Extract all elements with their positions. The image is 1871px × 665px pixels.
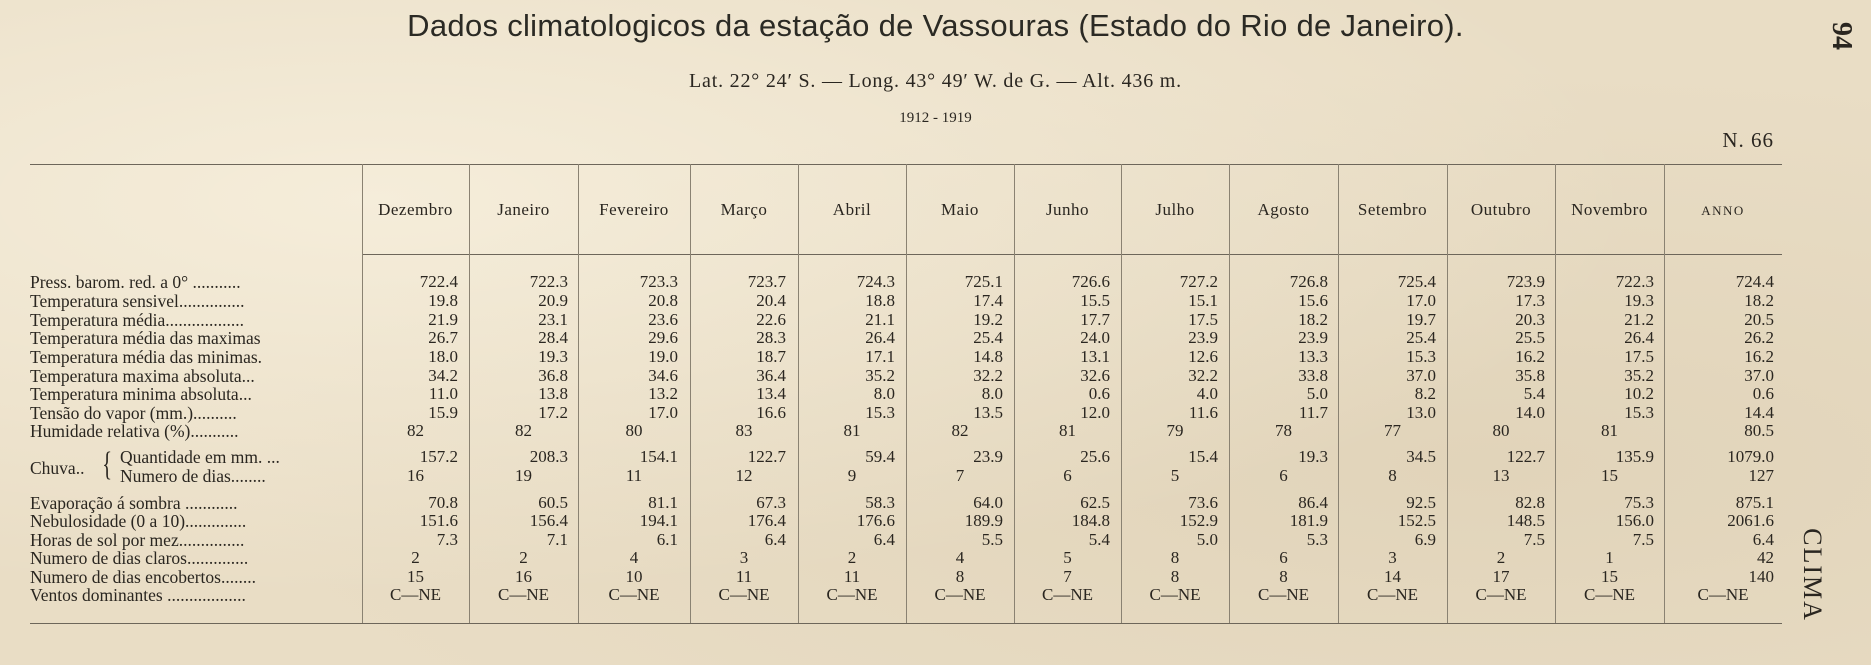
table-cell: 17.1 xyxy=(865,347,895,366)
row-label: Temperatura média das minimas. xyxy=(30,347,263,367)
table-cell: 22.6 xyxy=(756,310,786,329)
table-cell: 15 xyxy=(1601,567,1618,586)
table-cell: 59.4 xyxy=(865,447,895,466)
table-cell: 20.3 xyxy=(1515,310,1545,329)
table-cell: 8 xyxy=(1170,567,1180,586)
table-cell: 23.9 xyxy=(973,447,1003,466)
table-cell: 5.5 xyxy=(981,530,1003,549)
table-cell: 16 xyxy=(407,466,424,485)
table-cell: 0.6 xyxy=(1088,384,1110,403)
table-cell: 10 xyxy=(625,567,643,586)
chuva-group-label: Chuva.. xyxy=(30,458,85,478)
table-cell: 19 xyxy=(515,466,532,485)
table-cell: 724.3 xyxy=(856,272,895,291)
table-cell: 723.9 xyxy=(1506,272,1545,291)
table-cell: 25.4 xyxy=(973,328,1003,347)
table-cell: 7 xyxy=(955,466,965,485)
table-cell: C—NE xyxy=(1367,585,1418,604)
table-cell: 80.5 xyxy=(1744,421,1774,440)
table-cell: 5.0 xyxy=(1196,530,1218,549)
table-cell: 32.2 xyxy=(973,366,1003,385)
table-cell: 722.3 xyxy=(1615,272,1654,291)
table-cell: 21.9 xyxy=(428,310,458,329)
table-cell: 722.3 xyxy=(529,272,568,291)
table-cell: 13.3 xyxy=(1298,347,1328,366)
table-cell: 7 xyxy=(1063,567,1072,586)
table-cell: 725.4 xyxy=(1397,272,1436,291)
table-cell: 35.2 xyxy=(865,366,895,385)
table-cell: 19.8 xyxy=(428,291,458,310)
table-cell: 725.1 xyxy=(964,272,1003,291)
table-cell: C—NE xyxy=(498,585,549,604)
table-cell: C—NE xyxy=(1042,585,1093,604)
table-cell: 176.6 xyxy=(856,511,895,530)
table-cell: 14 xyxy=(1384,567,1401,586)
table-cell: C—NE xyxy=(1584,585,1635,604)
table-cell: 20.5 xyxy=(1744,310,1774,329)
table-cell: 15.4 xyxy=(1188,447,1218,466)
table-cell: 12.6 xyxy=(1188,347,1218,366)
table-cell: 25.5 xyxy=(1515,328,1545,347)
table-cell: 16.2 xyxy=(1744,347,1774,366)
table-cell: 18.7 xyxy=(756,347,786,366)
table-cell: 86.4 xyxy=(1298,493,1328,512)
table-cell: 15.3 xyxy=(1624,403,1654,422)
table-cell: 79 xyxy=(1166,421,1184,440)
row-label: Numero de dias claros.............. xyxy=(30,548,249,568)
table-cell: 176.4 xyxy=(747,511,786,530)
table-cell: 17.4 xyxy=(973,291,1003,310)
table-cell: 13.2 xyxy=(648,384,678,403)
table-cell: 29.6 xyxy=(648,328,678,347)
table-cell: 5.3 xyxy=(1306,530,1328,549)
table-cell: 8.0 xyxy=(981,384,1003,403)
table-cell: 83 xyxy=(735,421,753,440)
table-cell: 5 xyxy=(1170,466,1180,485)
table-cell: 181.9 xyxy=(1289,511,1328,530)
table-cell: 17 xyxy=(1492,567,1510,586)
table-cell: 4 xyxy=(955,548,965,567)
table-cell: 724.4 xyxy=(1735,272,1774,291)
table-cell: 1079.0 xyxy=(1727,447,1774,466)
table-cell: 15 xyxy=(407,567,424,586)
table-cell: 13 xyxy=(1492,466,1510,485)
station-coordinates: Lat. 22° 24′ S. — Long. 43° 49′ W. de G. — Alt. 436 m. xyxy=(689,70,1182,92)
table-cell: 7.1 xyxy=(546,530,568,549)
table-cell: 24.0 xyxy=(1080,328,1110,347)
row-label: Press. barom. red. a 0° ........... xyxy=(30,272,241,292)
table-cell: 32.6 xyxy=(1080,366,1110,385)
table-cell: 8 xyxy=(1170,548,1180,567)
table-cell: 15.1 xyxy=(1188,291,1218,310)
table-cell: 73.6 xyxy=(1188,493,1218,512)
column-header: Setembro xyxy=(1357,200,1428,219)
row-label: Humidade relativa (%)........... xyxy=(30,421,239,441)
table-cell: 28.4 xyxy=(538,328,568,347)
table-cell: 157.2 xyxy=(419,447,458,466)
table-cell: 26.4 xyxy=(1624,328,1654,347)
table-cell: 37.0 xyxy=(1744,366,1774,385)
table-cell: 18.0 xyxy=(428,347,458,366)
table-cell: 34.5 xyxy=(1406,447,1436,466)
table-cell: 77 xyxy=(1384,421,1401,440)
table-cell: 122.7 xyxy=(747,447,786,466)
table-cell: 2 xyxy=(1496,548,1506,567)
table-cell: 13.8 xyxy=(538,384,568,403)
table-cell: 18.2 xyxy=(1298,310,1328,329)
table-cell: 16 xyxy=(515,567,532,586)
column-divider xyxy=(1664,164,1665,623)
table-cell: 15.5 xyxy=(1080,291,1110,310)
table-cell: C—NE xyxy=(1697,585,1749,604)
table-cell: 37.0 xyxy=(1406,366,1436,385)
table-cell: 189.9 xyxy=(964,511,1003,530)
table-cell: 3 xyxy=(1388,548,1397,567)
table-cell: 13.5 xyxy=(973,403,1003,422)
table-cell: 4 xyxy=(629,548,639,567)
table-cell: 35.8 xyxy=(1515,366,1545,385)
table-cell: 208.3 xyxy=(529,447,568,466)
table-cell: 81 xyxy=(1059,421,1076,440)
table-cell: 81 xyxy=(843,421,861,440)
table-cell: 4.0 xyxy=(1196,384,1218,403)
column-header: Fevereiro xyxy=(599,200,669,219)
table-cell: 726.6 xyxy=(1071,272,1110,291)
table-cell: C—NE xyxy=(826,585,878,604)
table-cell: 81 xyxy=(1601,421,1618,440)
table-cell: 2061.6 xyxy=(1727,511,1774,530)
row-label: Temperatura média das maximas xyxy=(30,328,261,348)
table-cell: 34.6 xyxy=(648,366,678,385)
table-cell: 36.8 xyxy=(538,366,568,385)
table-cell: 9 xyxy=(847,466,857,485)
table-cell: 28.3 xyxy=(756,328,786,347)
table-cell: 15.3 xyxy=(865,403,895,422)
row-label: Nebulosidade (0 a 10).............. xyxy=(30,511,247,531)
table-cell: 16.2 xyxy=(1515,347,1545,366)
table-cell: 21.1 xyxy=(865,310,895,329)
table-cell: 14.4 xyxy=(1744,403,1774,422)
table-cell: 0.6 xyxy=(1752,384,1774,403)
table-cell: 2 xyxy=(519,548,528,567)
table-cell: 14.8 xyxy=(973,347,1003,366)
table-cell: 723.7 xyxy=(747,272,786,291)
row-label: Evaporação á sombra ............ xyxy=(30,493,238,513)
table-cell: 15.9 xyxy=(428,403,458,422)
table-cell: 11.7 xyxy=(1298,403,1328,422)
row-label: Horas de sol por mez............... xyxy=(30,530,245,550)
column-header: Junho xyxy=(1045,200,1090,219)
table-cell: 13.0 xyxy=(1406,403,1436,422)
table-cell: 184.8 xyxy=(1071,511,1110,530)
table-cell: 5.0 xyxy=(1306,384,1328,403)
table-cell: 23.6 xyxy=(648,310,678,329)
table-cell: 64.0 xyxy=(973,493,1003,512)
table-cell: C—NE xyxy=(1475,585,1527,604)
row-label: Temperatura média.................. xyxy=(30,310,245,330)
table-cell: 82.8 xyxy=(1515,493,1545,512)
table-cell: 726.8 xyxy=(1289,272,1328,291)
table-cell: 12.0 xyxy=(1080,403,1110,422)
table-cell: 32.2 xyxy=(1188,366,1218,385)
table-cell: 1 xyxy=(1605,548,1614,567)
table-cell: 18.8 xyxy=(865,291,895,310)
table-cell: 82 xyxy=(407,421,424,440)
brace-icon: { xyxy=(102,446,113,483)
table-cell: 11.6 xyxy=(1188,403,1218,422)
table-cell: 34.2 xyxy=(428,366,458,385)
table-cell: 35.2 xyxy=(1624,366,1654,385)
table-cell: 70.8 xyxy=(428,493,458,512)
margin-section-label: CLIMA xyxy=(1798,528,1828,622)
table-cell: 6.4 xyxy=(764,530,786,549)
column-header: Maio xyxy=(941,200,979,219)
column-header: Abril xyxy=(832,200,872,219)
table-cell: C—NE xyxy=(1149,585,1201,604)
table-cell: 19.7 xyxy=(1406,310,1436,329)
table-cell: 122.7 xyxy=(1506,447,1545,466)
table-cell: 17.5 xyxy=(1188,310,1218,329)
table-cell: 2 xyxy=(847,548,857,567)
table-cell: 6 xyxy=(1279,548,1288,567)
table-cell: 80 xyxy=(625,421,643,440)
table-cell: 78 xyxy=(1275,421,1292,440)
table-cell: 722.4 xyxy=(419,272,458,291)
table-bottom-rule xyxy=(30,623,1782,624)
table-cell: 6 xyxy=(1063,466,1072,485)
document-title: Dados climatologicos da estação de Vassouras (Estado do Rio de Janeiro). xyxy=(407,8,1464,43)
table-cell: 20.9 xyxy=(538,291,568,310)
table-cell: C—NE xyxy=(934,585,986,604)
table-cell: 17.0 xyxy=(1406,291,1436,310)
table-cell: 25.4 xyxy=(1406,328,1436,347)
row-label: Ventos dominantes .................. xyxy=(30,585,246,605)
table-cell: 875.1 xyxy=(1735,493,1774,512)
table-cell: 7.3 xyxy=(436,530,458,549)
table-cell: 19.3 xyxy=(1624,291,1654,310)
table-cell: 19.0 xyxy=(648,347,678,366)
table-cell: 5.4 xyxy=(1523,384,1545,403)
table-cell: 6.4 xyxy=(1752,530,1774,549)
table-cell: 13.4 xyxy=(756,384,786,403)
table-cell: 16.6 xyxy=(756,403,786,422)
table-cell: 19.2 xyxy=(973,310,1003,329)
period-years: 1912 - 1919 xyxy=(899,110,972,126)
chuva-sub-label: Numero de dias........ xyxy=(120,466,266,486)
row-label: Tensão do vapor (mm.).......... xyxy=(30,403,237,423)
table-cell: 10.2 xyxy=(1624,384,1654,403)
table-cell: 26.4 xyxy=(865,328,895,347)
table-number: N. 66 xyxy=(1722,128,1774,152)
table-cell: 26.2 xyxy=(1744,328,1774,347)
table-cell: 8.2 xyxy=(1414,384,1436,403)
table-cell: 17.7 xyxy=(1080,310,1110,329)
table-cell: 5.4 xyxy=(1088,530,1110,549)
table-cell: 75.3 xyxy=(1624,493,1654,512)
table-cell: 58.3 xyxy=(865,493,895,512)
table-cell: 19.3 xyxy=(538,347,568,366)
table-cell: 8 xyxy=(955,567,965,586)
row-label: Temperatura maxima absoluta... xyxy=(30,366,255,386)
table-cell: 20.4 xyxy=(756,291,786,310)
table-cell: 6.1 xyxy=(656,530,678,549)
table-cell: 6.9 xyxy=(1414,530,1436,549)
table-cell: 194.1 xyxy=(639,511,678,530)
table-cell: 17.5 xyxy=(1624,347,1654,366)
table-cell: 36.4 xyxy=(756,366,786,385)
table-cell: 60.5 xyxy=(538,493,568,512)
table-cell: 11 xyxy=(735,567,753,586)
table-cell: 140 xyxy=(1748,567,1774,586)
table-cell: 15.3 xyxy=(1406,347,1436,366)
column-header: Novembro xyxy=(1571,200,1648,219)
row-label: Temperatura sensivel............... xyxy=(30,291,245,311)
table-cell: 6 xyxy=(1279,466,1288,485)
table-cell: 156.4 xyxy=(529,511,568,530)
table-cell: C—NE xyxy=(718,585,770,604)
page-number: 94 xyxy=(1826,22,1857,50)
table-cell: 17.2 xyxy=(538,403,568,422)
table-cell: 11 xyxy=(843,567,861,586)
column-header: Julho xyxy=(1155,200,1195,219)
table-cell: 21.2 xyxy=(1624,310,1654,329)
row-label: Temperatura minima absoluta... xyxy=(30,384,252,404)
table-cell: 154.1 xyxy=(639,447,678,466)
table-cell: 12 xyxy=(735,466,753,485)
table-cell: 152.9 xyxy=(1179,511,1218,530)
row-label: Numero de dias encobertos........ xyxy=(30,567,256,587)
table-cell: 42 xyxy=(1757,548,1774,567)
table-cell: 13.1 xyxy=(1080,347,1110,366)
table-cell: 17.3 xyxy=(1515,291,1545,310)
column-header: Janeiro xyxy=(497,200,550,219)
table-cell: 23.1 xyxy=(538,310,568,329)
table-cell: 82 xyxy=(951,421,969,440)
table-cell: 11 xyxy=(625,466,643,485)
table-cell: 156.0 xyxy=(1615,511,1654,530)
table-cell: 151.6 xyxy=(419,511,458,530)
table-cell: 11.0 xyxy=(428,384,458,403)
table-cell: 19.3 xyxy=(1298,447,1328,466)
table-cell: 25.6 xyxy=(1080,447,1110,466)
table-cell: 135.9 xyxy=(1615,447,1654,466)
table-cell: C—NE xyxy=(608,585,660,604)
table-cell: 80 xyxy=(1492,421,1510,440)
table-cell: 6.4 xyxy=(873,530,895,549)
column-header: Março xyxy=(720,200,768,219)
column-header: Agosto xyxy=(1257,200,1310,219)
table-cell: 15 xyxy=(1601,466,1618,485)
table-cell: 26.7 xyxy=(428,328,458,347)
column-header: ANNO xyxy=(1701,203,1745,218)
table-cell: 23.9 xyxy=(1298,328,1328,347)
chuva-sub-label: Quantidade em mm. ... xyxy=(120,447,280,467)
table-cell: 92.5 xyxy=(1406,493,1436,512)
table-cell: 15.6 xyxy=(1298,291,1328,310)
table-cell: 5 xyxy=(1063,548,1072,567)
header-bottom-rule xyxy=(362,254,1782,255)
table-cell: C—NE xyxy=(1258,585,1309,604)
table-cell: 152.5 xyxy=(1397,511,1436,530)
table-cell: 8.0 xyxy=(873,384,895,403)
table-cell: 148.5 xyxy=(1506,511,1545,530)
table-cell: 81.1 xyxy=(648,493,678,512)
table-cell: 62.5 xyxy=(1080,493,1110,512)
table-cell: 14.0 xyxy=(1515,403,1545,422)
table-cell: 8 xyxy=(1388,466,1397,485)
table-cell: 18.2 xyxy=(1744,291,1774,310)
column-header: Dezembro xyxy=(378,200,453,219)
table-cell: 23.9 xyxy=(1188,328,1218,347)
table-cell: 67.3 xyxy=(756,493,786,512)
table-cell: 20.8 xyxy=(648,291,678,310)
table-cell: 723.3 xyxy=(639,272,678,291)
table-cell: 3 xyxy=(739,548,749,567)
table-cell: 7.5 xyxy=(1632,530,1654,549)
table-cell: C—NE xyxy=(390,585,441,604)
table-cell: 127 xyxy=(1748,466,1774,485)
table-cell: 8 xyxy=(1279,567,1288,586)
table-cell: 33.8 xyxy=(1298,366,1328,385)
table-cell: 82 xyxy=(515,421,532,440)
table-cell: 727.2 xyxy=(1179,272,1218,291)
column-header: Outubro xyxy=(1470,200,1532,219)
table-cell: 7.5 xyxy=(1523,530,1545,549)
table-cell: 2 xyxy=(411,548,420,567)
table-cell: 17.0 xyxy=(648,403,678,422)
